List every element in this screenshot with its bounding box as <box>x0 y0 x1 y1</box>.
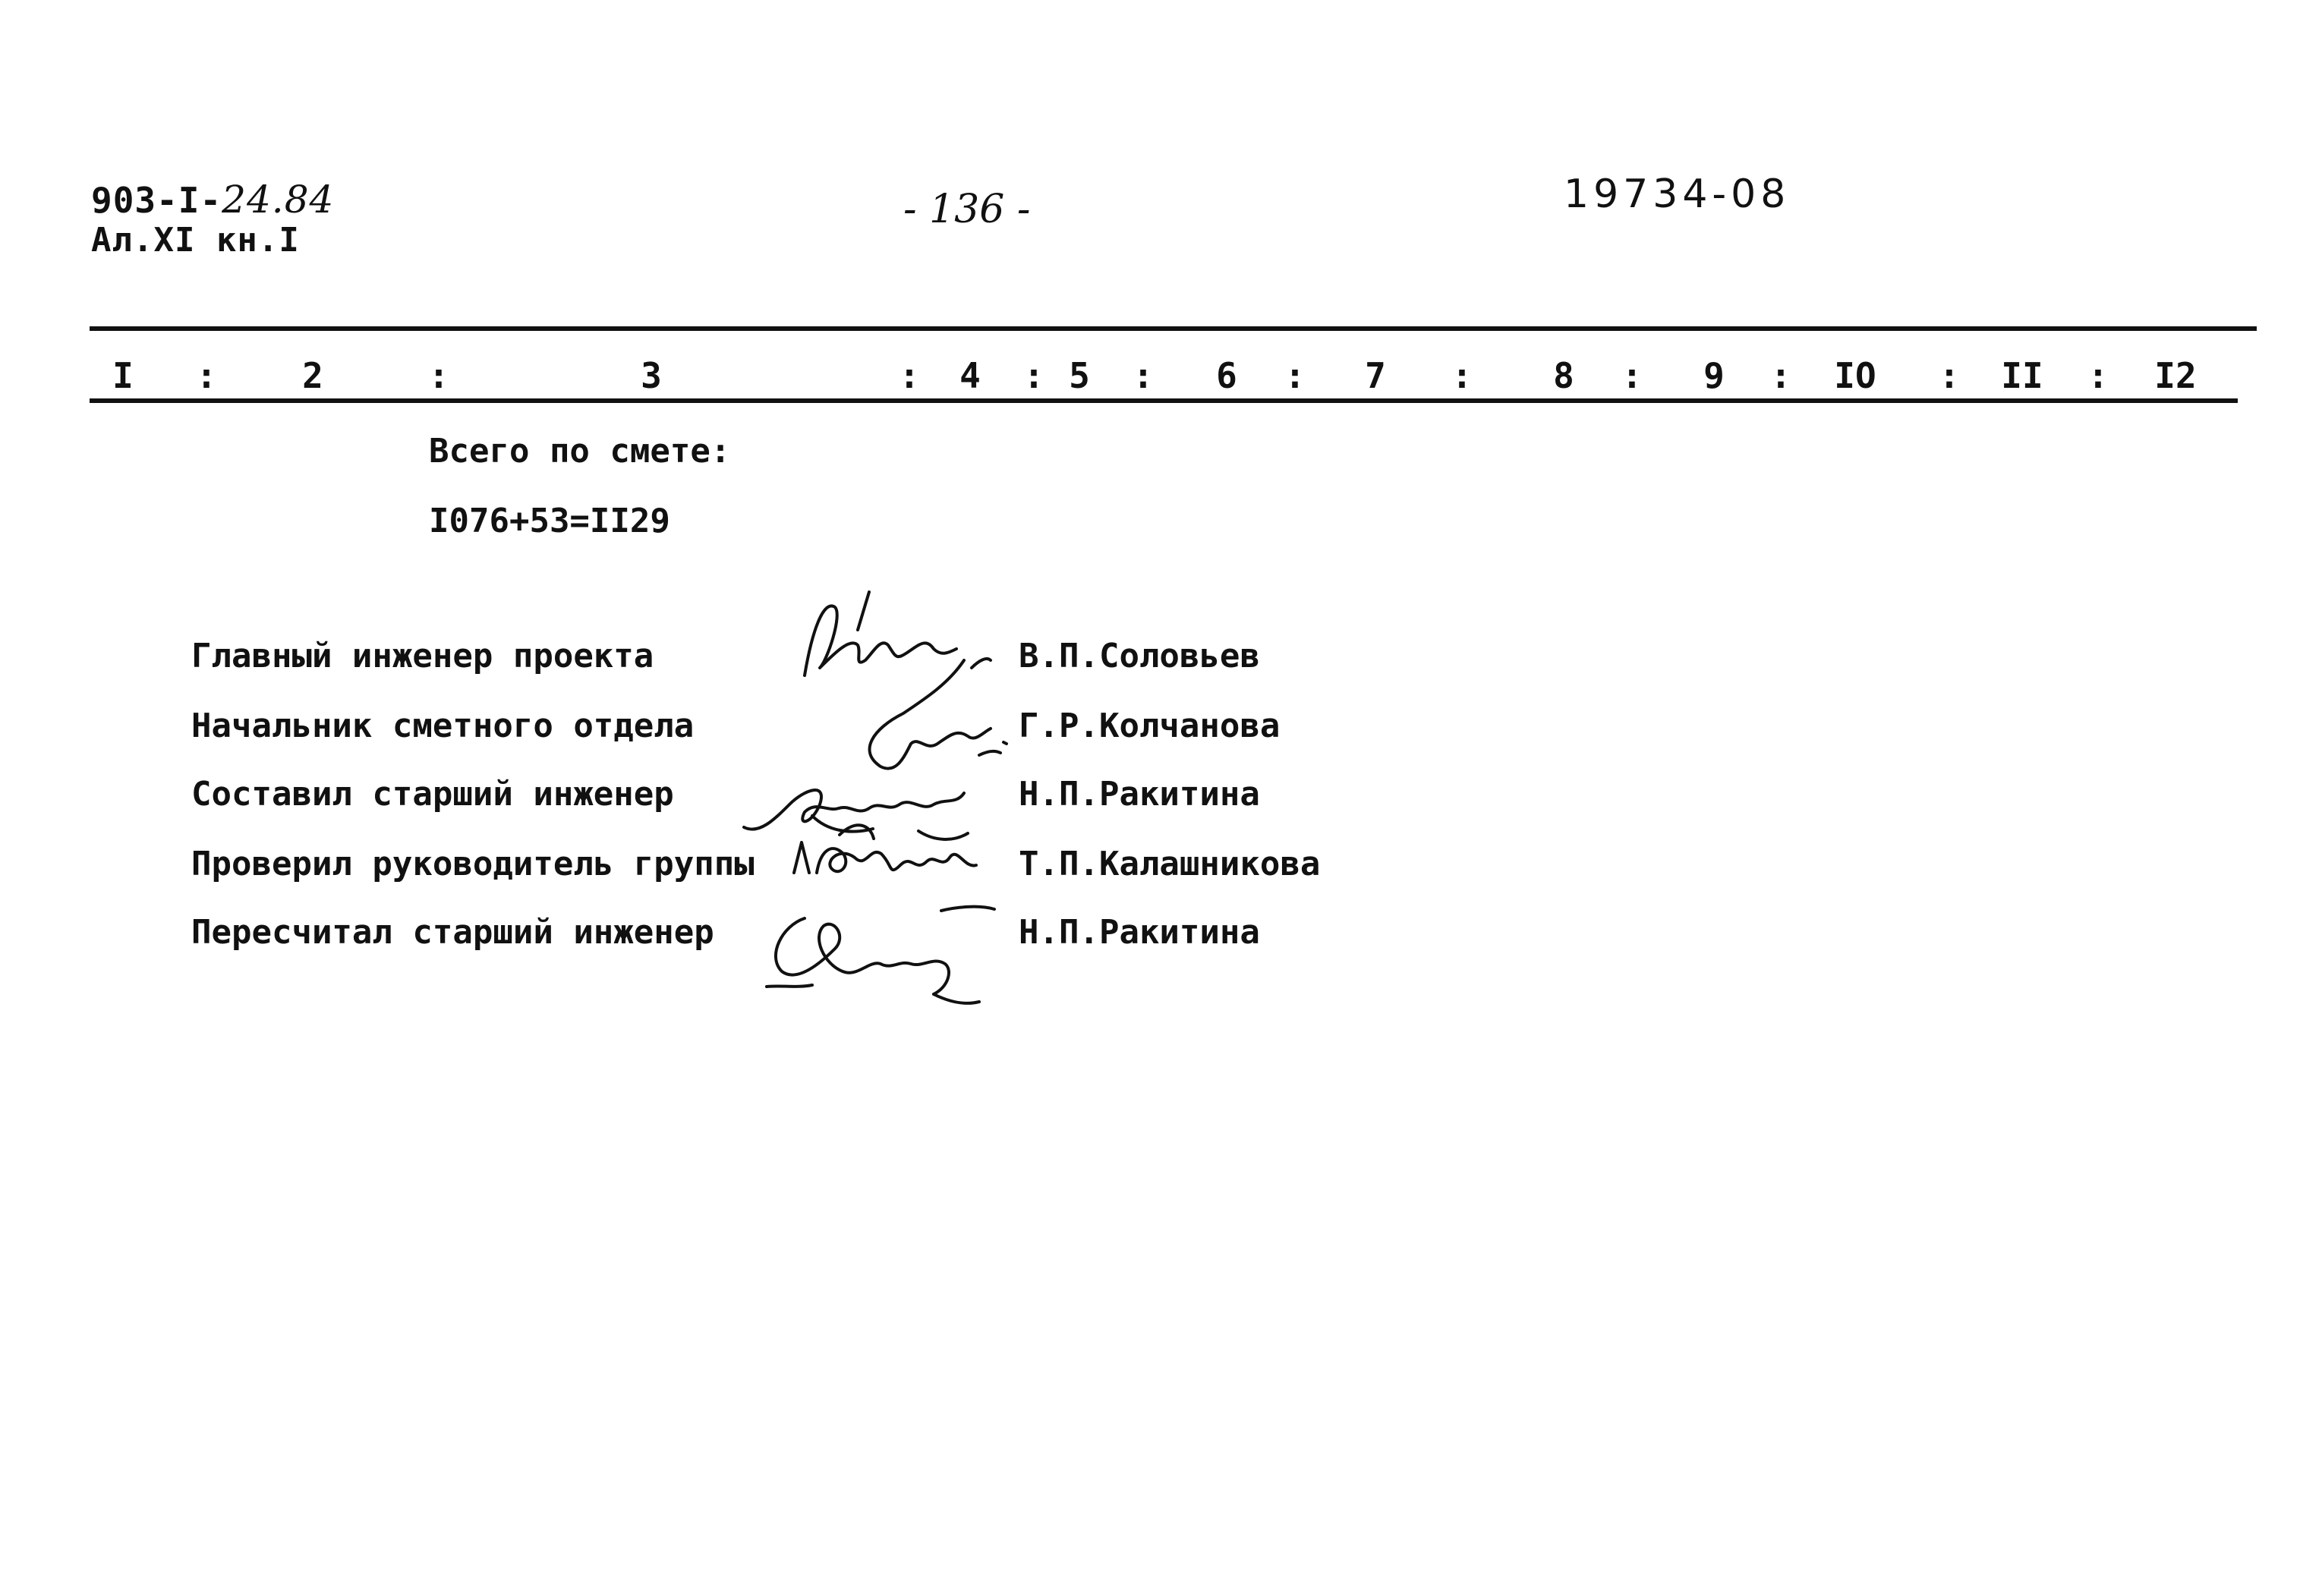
page-number: - 136 - <box>903 187 1031 232</box>
column-number: 8 <box>1553 355 1574 396</box>
column-separator: : <box>1023 355 1044 396</box>
signatory-name: Н.П.Ракитина <box>1019 913 1260 952</box>
estimate-total-label: Всего по смете: <box>429 432 731 471</box>
column-number: 9 <box>1703 355 1725 396</box>
column-separator: : <box>1621 355 1643 396</box>
signature-role: Проверил руководитель группы <box>191 845 755 883</box>
handwritten-signature <box>786 812 1007 888</box>
column-separator: : <box>899 355 920 396</box>
document-code-prefix: 903-I- <box>91 180 222 221</box>
signatory-name: Г.Р.Колчанова <box>1019 707 1281 745</box>
column-number: I <box>112 355 134 396</box>
column-number: 5 <box>1069 355 1090 396</box>
column-number: 4 <box>959 355 981 396</box>
estimate-total-formula: I076+53=II29 <box>429 502 670 540</box>
column-number: 7 <box>1365 355 1386 396</box>
signatory-name: Н.П.Ракитина <box>1019 775 1260 814</box>
column-separator: : <box>428 355 449 396</box>
column-number: II <box>2001 355 2043 396</box>
column-number: IO <box>1834 355 1876 396</box>
table-header-rule <box>90 398 2238 403</box>
column-number: 6 <box>1216 355 1237 396</box>
column-separator: : <box>196 355 217 396</box>
signature-role: Пересчитал старший инженер <box>191 913 714 952</box>
handwritten-signature <box>751 888 1002 1017</box>
signatory-name: Т.П.Калашникова <box>1019 845 1321 883</box>
column-number: I2 <box>2154 355 2197 396</box>
column-separator: : <box>1939 355 1960 396</box>
album-book-label: Ал.XI кн.I <box>91 221 300 260</box>
signatory-name: В.П.Соловьев <box>1019 637 1260 675</box>
table-top-rule <box>90 326 2257 331</box>
column-separator: : <box>1770 355 1791 396</box>
column-separator: : <box>1451 355 1473 396</box>
signature-role: Начальник сметного отдела <box>191 707 695 745</box>
archive-number: 19734-08 <box>1564 172 1791 217</box>
document-code-handwritten: 24.84 <box>222 178 335 222</box>
column-separator: : <box>1284 355 1306 396</box>
signature-role: Главный инженер проекта <box>191 637 654 675</box>
column-number: 2 <box>302 355 323 396</box>
signature-role: Составил старший инженер <box>191 775 674 814</box>
column-number: 3 <box>641 355 662 396</box>
column-separator: : <box>2087 355 2109 396</box>
column-separator: : <box>1133 355 1154 396</box>
document-code <box>91 178 335 222</box>
